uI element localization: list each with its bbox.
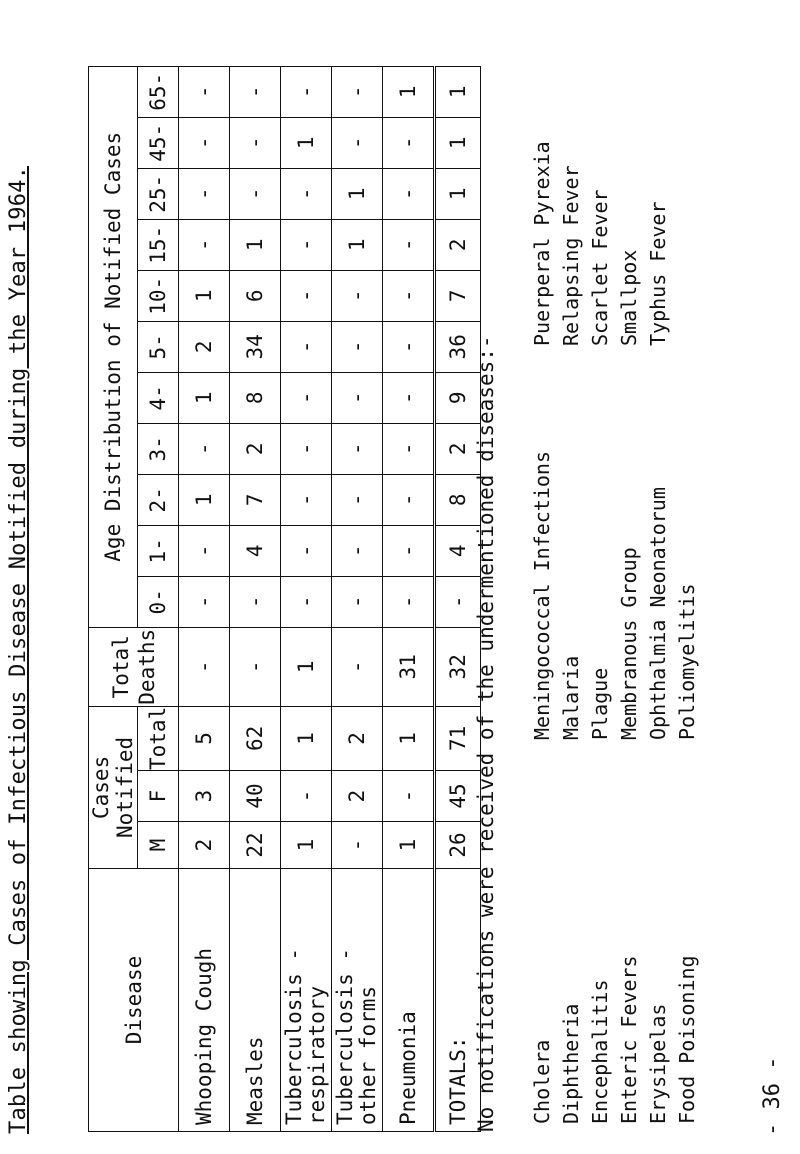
cases-notified-header: Cases Notified (89, 706, 138, 868)
age-group-header: 65- (138, 66, 179, 117)
deaths-total: - (332, 627, 383, 706)
disease-column-header: Disease (89, 869, 179, 1132)
cases-f-header: F (138, 771, 179, 822)
age-group-header: 15- (138, 219, 179, 270)
age-count: - (281, 219, 332, 270)
deaths-total: - (179, 627, 230, 706)
total-deaths-header-line2: Deaths (134, 628, 159, 705)
age-count: - (230, 168, 281, 219)
cases-total: 1 (383, 706, 435, 770)
totals-age-count: 8 (435, 474, 481, 525)
table-row (230, 66, 281, 1131)
age-count: 1 (179, 270, 230, 321)
age-count: - (332, 423, 383, 474)
no-notifications-notice: No notifications were received of the undermentioned diseases:- (474, 335, 498, 1132)
age-count: 6 (230, 270, 281, 321)
age-count: - (281, 66, 332, 117)
cases-female: 40 (230, 771, 281, 822)
age-count: - (383, 525, 435, 576)
table-row (281, 66, 332, 1131)
totals-age-count: 1 (435, 168, 481, 219)
age-count: 1 (179, 474, 230, 525)
age-count: - (230, 576, 281, 627)
age-count: - (179, 576, 230, 627)
age-count: - (332, 117, 383, 168)
totals-age-count: 2 (435, 219, 481, 270)
table-row (179, 66, 230, 1131)
totals-age-count: 36 (435, 321, 481, 372)
disease-name (332, 869, 383, 1132)
age-count: - (383, 423, 435, 474)
deaths-total: 1 (281, 627, 332, 706)
age-count: 1 (230, 219, 281, 270)
cases-female: 2 (332, 771, 383, 822)
cases-male: 2 (179, 822, 230, 869)
age-count: - (383, 117, 435, 168)
page-number: - 36 - (760, 1056, 785, 1136)
age-count: - (383, 168, 435, 219)
age-count: - (281, 270, 332, 321)
age-count: 1 (281, 117, 332, 168)
age-count: - (179, 168, 230, 219)
age-count: - (281, 474, 332, 525)
list-item: Malaria (559, 655, 583, 740)
totals-age-count: 4 (435, 525, 481, 576)
cases-total: 62 (230, 706, 281, 770)
age-count: - (281, 576, 332, 627)
table-row (332, 66, 383, 1131)
age-count: - (332, 270, 383, 321)
age-count: 34 (230, 321, 281, 372)
age-count: - (179, 423, 230, 474)
totals-male: 26 (435, 822, 481, 869)
table-body (179, 66, 481, 1131)
totals-age-count: 9 (435, 372, 481, 423)
table-row (383, 66, 435, 1131)
disease-name (281, 869, 332, 1132)
totals-label: TOTALS: (435, 869, 481, 1132)
cases-male: 1 (281, 822, 332, 869)
cases-female: 3 (179, 771, 230, 822)
disease-name-line: Pneumonia (395, 1011, 420, 1125)
age-count: - (281, 372, 332, 423)
age-count: 7 (230, 474, 281, 525)
age-count: - (332, 372, 383, 423)
age-count: - (383, 321, 435, 372)
disease-name-line: Tuberculosis - (282, 947, 306, 1125)
age-count: 1 (179, 372, 230, 423)
list-item: Enteric Fevers (617, 955, 641, 1124)
disease-name (179, 869, 230, 1132)
age-count: 1 (383, 66, 435, 117)
disease-name-line: Tuberculosis - (333, 947, 357, 1125)
age-count: - (230, 117, 281, 168)
age-count: 4 (230, 525, 281, 576)
age-count: - (179, 525, 230, 576)
age-count: 1 (332, 219, 383, 270)
age-count: - (230, 66, 281, 117)
age-count: 1 (332, 168, 383, 219)
list-item: Cholera (530, 1039, 554, 1124)
age-count: 8 (230, 372, 281, 423)
totals-cases: 71 (435, 706, 481, 770)
age-group-header: 25- (138, 168, 179, 219)
age-group-header: 2- (138, 474, 179, 525)
age-group-header: 1- (138, 525, 179, 576)
disease-name-line: Measles (242, 1036, 267, 1125)
age-count: - (281, 168, 332, 219)
age-group-header: 5- (138, 321, 179, 372)
age-count: - (383, 270, 435, 321)
age-count: - (332, 525, 383, 576)
age-count: - (179, 219, 230, 270)
list-item: Poliomyelitis (675, 583, 699, 740)
list-item: Encephalitis (588, 979, 612, 1124)
cases-male: 22 (230, 822, 281, 869)
cases-total: 5 (179, 706, 230, 770)
list-item: Puerperal Pyrexia (530, 141, 554, 346)
list-item: Diphtheria (559, 1003, 583, 1124)
age-count: - (179, 117, 230, 168)
deaths-total: - (230, 627, 281, 706)
age-count: - (383, 474, 435, 525)
disease-name-line: other forms (356, 985, 380, 1125)
age-count: - (281, 525, 332, 576)
cases-male: 1 (383, 822, 435, 869)
age-count: 2 (179, 321, 230, 372)
age-distribution-header: Age Distribution of Notified Cases (89, 66, 138, 627)
age-group-header: 4- (138, 372, 179, 423)
list-item: Smallpox (617, 249, 641, 346)
totals-age-count: 1 (435, 66, 481, 117)
page-title: Table showing Cases of Infectious Disease Notified during the Year 1964. (6, 165, 31, 1134)
list-item: Meningococcal Infections (530, 451, 554, 740)
disease-table (88, 66, 481, 1132)
diseases-list-b (528, 451, 702, 740)
deaths-total: 31 (383, 627, 435, 706)
age-group-header: 45- (138, 117, 179, 168)
list-item: Scarlet Fever (588, 189, 612, 346)
list-item: Membranous Group (617, 547, 641, 740)
age-count: - (383, 219, 435, 270)
diseases-list-c (528, 141, 673, 346)
age-count: - (332, 321, 383, 372)
totals-age-count: 2 (435, 423, 481, 474)
list-item: Relapsing Fever (559, 165, 583, 346)
age-count: - (179, 66, 230, 117)
age-count: - (383, 576, 435, 627)
diseases-list-a (528, 955, 702, 1124)
age-count: - (383, 372, 435, 423)
disease-name (383, 869, 435, 1132)
total-deaths-header (89, 627, 179, 706)
cases-total: 2 (332, 706, 383, 770)
list-item: Ophthalmia Neonatorum (646, 487, 670, 740)
list-item: Typhus Fever (646, 201, 670, 346)
cases-female: - (383, 771, 435, 822)
cases-female: - (281, 771, 332, 822)
cases-total-header: Total (138, 706, 179, 770)
age-count: - (281, 321, 332, 372)
cases-m-header: M (138, 822, 179, 869)
cases-male: - (332, 822, 383, 869)
totals-age-count: 1 (435, 117, 481, 168)
age-count: - (332, 576, 383, 627)
list-item: Plague (588, 667, 612, 740)
totals-age-count: - (435, 576, 481, 627)
age-count: - (281, 423, 332, 474)
total-deaths-header-line1: Total (108, 635, 133, 699)
disease-name-line: respiratory (305, 985, 329, 1125)
totals-age-count: 7 (435, 270, 481, 321)
totals-deaths: 32 (435, 627, 481, 706)
age-count: - (332, 66, 383, 117)
cases-total: 1 (281, 706, 332, 770)
age-group-header: 3- (138, 423, 179, 474)
disease-name-line: Whooping Cough (191, 947, 216, 1125)
age-group-header: 0- (138, 576, 179, 627)
list-item: Food Poisoning (675, 955, 699, 1124)
list-item: Erysipelas (646, 1003, 670, 1124)
age-group-header: 10- (138, 270, 179, 321)
disease-name (230, 869, 281, 1132)
age-count: 2 (230, 423, 281, 474)
age-count: - (332, 474, 383, 525)
totals-female: 45 (435, 771, 481, 822)
